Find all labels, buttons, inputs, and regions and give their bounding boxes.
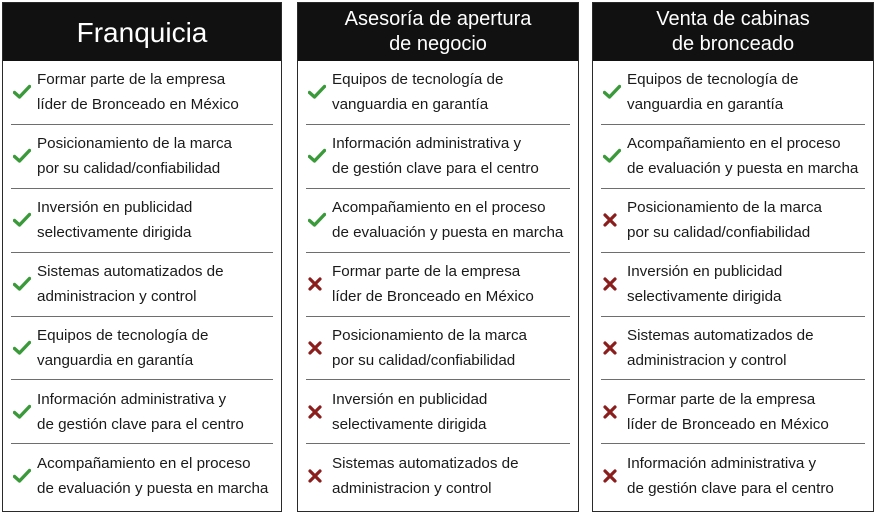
feature-text-line: selectivamente dirigida xyxy=(37,224,192,242)
feature-text-line: vanguardia en garantía xyxy=(627,96,784,114)
feature-row xyxy=(306,444,570,508)
cross-icon xyxy=(601,469,627,483)
feature-row xyxy=(11,189,273,253)
feature-text-line: Información administrativa y xyxy=(37,390,227,408)
feature-text xyxy=(627,259,782,309)
feature-row xyxy=(11,253,273,317)
column-header xyxy=(593,3,873,61)
feature-text-line: Posicionamiento de la marca xyxy=(332,327,528,344)
feature-text-line: administracion y control xyxy=(37,288,197,306)
feature-text-line: de gestión clave para el centro xyxy=(37,415,244,433)
check-icon xyxy=(11,340,37,356)
feature-list xyxy=(3,61,281,508)
feature-row xyxy=(11,317,273,381)
check-icon xyxy=(601,84,627,100)
check-icon xyxy=(11,276,37,292)
feature-text xyxy=(37,451,268,501)
column-franquicia xyxy=(2,2,282,512)
cross-icon xyxy=(601,341,627,355)
feature-text xyxy=(627,451,834,501)
column-title-line: Venta de cabinas xyxy=(656,8,810,30)
feature-text-line: Inversión en publicidad xyxy=(627,263,783,281)
feature-text-line: Formar parte de la empresa xyxy=(332,263,521,281)
feature-text-line: vanguardia en garantía xyxy=(332,96,489,114)
feature-row xyxy=(306,189,570,253)
cross-icon xyxy=(601,213,627,227)
feature-text xyxy=(332,67,503,117)
feature-row xyxy=(306,380,570,444)
feature-text-line: de evaluación y puesta en marcha xyxy=(627,160,859,178)
feature-text xyxy=(627,323,814,373)
feature-text-line: Posicionamiento de la marca xyxy=(627,199,823,217)
feature-text xyxy=(627,131,858,181)
feature-text-line: Sistemas automatizados de xyxy=(37,263,224,281)
feature-text-line: Información administrativa y xyxy=(627,455,817,473)
feature-row xyxy=(11,61,273,125)
feature-text-line: Acompañamiento en el proceso xyxy=(332,199,546,217)
feature-text-line: de gestión clave para el centro xyxy=(627,480,834,498)
feature-text-line: Formar parte de la empresa xyxy=(627,390,816,408)
feature-row xyxy=(11,444,273,508)
cross-icon xyxy=(306,277,332,291)
feature-text-line: Sistemas automatizados de xyxy=(627,327,814,344)
cross-icon xyxy=(306,341,332,355)
feature-text xyxy=(627,195,822,245)
feature-row xyxy=(601,380,865,444)
column-venta-cabinas xyxy=(592,2,874,512)
feature-text-line: Acompañamiento en el proceso xyxy=(627,135,841,153)
check-icon xyxy=(11,148,37,164)
feature-text xyxy=(37,67,239,117)
feature-row xyxy=(306,61,570,125)
feature-text-line: Información administrativa y xyxy=(332,135,522,153)
feature-text xyxy=(332,195,563,245)
feature-text-line: líder de Bronceado en México xyxy=(332,288,534,306)
feature-row xyxy=(306,125,570,189)
feature-text-line: selectivamente dirigida xyxy=(332,415,487,433)
feature-text xyxy=(332,387,487,437)
feature-text xyxy=(627,387,829,437)
column-title-line: Asesoría de apertura xyxy=(344,8,532,30)
feature-text-line: líder de Bronceado en México xyxy=(627,415,829,433)
check-icon xyxy=(11,468,37,484)
check-icon xyxy=(11,84,37,100)
check-icon xyxy=(306,148,332,164)
check-icon xyxy=(306,84,332,100)
feature-text-line: vanguardia en garantía xyxy=(37,352,194,369)
feature-row xyxy=(11,125,273,189)
feature-row xyxy=(601,189,865,253)
feature-row xyxy=(601,61,865,125)
feature-text-line: por su calidad/confiabilidad xyxy=(37,160,221,178)
column-title-line: Franquicia xyxy=(76,16,208,48)
feature-row xyxy=(601,253,865,317)
check-icon xyxy=(601,148,627,164)
feature-text xyxy=(37,323,208,373)
feature-text-line: Sistemas automatizados de xyxy=(332,455,519,473)
feature-text-line: de gestión clave para el centro xyxy=(332,160,539,178)
check-icon xyxy=(11,404,37,420)
feature-text-line: Equipos de tecnología de xyxy=(627,71,799,89)
feature-text-line: Acompañamiento en el proceso xyxy=(37,455,251,473)
feature-list xyxy=(298,61,578,508)
column-asesoria xyxy=(297,2,579,512)
feature-text-line: por su calidad/confiabilidad xyxy=(332,352,516,369)
feature-text-line: por su calidad/confiabilidad xyxy=(627,224,811,242)
feature-row xyxy=(601,317,865,381)
feature-text-line: líder de Bronceado en México xyxy=(37,96,239,114)
feature-text-line: Equipos de tecnología de xyxy=(332,71,504,89)
cross-icon xyxy=(306,469,332,483)
feature-text xyxy=(37,131,232,181)
feature-row xyxy=(11,380,273,444)
feature-list xyxy=(593,61,873,508)
feature-text-line: administracion y control xyxy=(332,480,492,498)
feature-text xyxy=(332,259,534,309)
column-title-line: de bronceado xyxy=(671,33,795,55)
feature-text-line: de evaluación y puesta en marcha xyxy=(37,480,269,498)
feature-row xyxy=(601,444,865,508)
column-header xyxy=(298,3,578,61)
column-title-line: de negocio xyxy=(389,33,487,55)
feature-text-line: Inversión en publicidad xyxy=(37,199,193,217)
feature-text-line: Formar parte de la empresa xyxy=(37,71,226,89)
feature-text-line: de evaluación y puesta en marcha xyxy=(332,224,564,242)
feature-text xyxy=(37,195,192,245)
cross-icon xyxy=(601,405,627,419)
feature-text xyxy=(627,67,798,117)
feature-text-line: Equipos de tecnología de xyxy=(37,327,209,344)
feature-row xyxy=(601,125,865,189)
feature-text xyxy=(332,131,539,181)
feature-text xyxy=(37,259,224,309)
cross-icon xyxy=(601,277,627,291)
feature-text xyxy=(332,451,519,501)
feature-text xyxy=(37,387,244,437)
cross-icon xyxy=(306,405,332,419)
column-header xyxy=(3,3,281,61)
feature-text-line: selectivamente dirigida xyxy=(627,288,782,306)
check-icon xyxy=(11,212,37,228)
feature-text-line: administracion y control xyxy=(627,352,787,369)
feature-text-line: Posicionamiento de la marca xyxy=(37,135,233,153)
check-icon xyxy=(306,212,332,228)
feature-row xyxy=(306,253,570,317)
feature-text xyxy=(332,323,527,373)
feature-row xyxy=(306,317,570,381)
feature-text-line: Inversión en publicidad xyxy=(332,390,488,408)
